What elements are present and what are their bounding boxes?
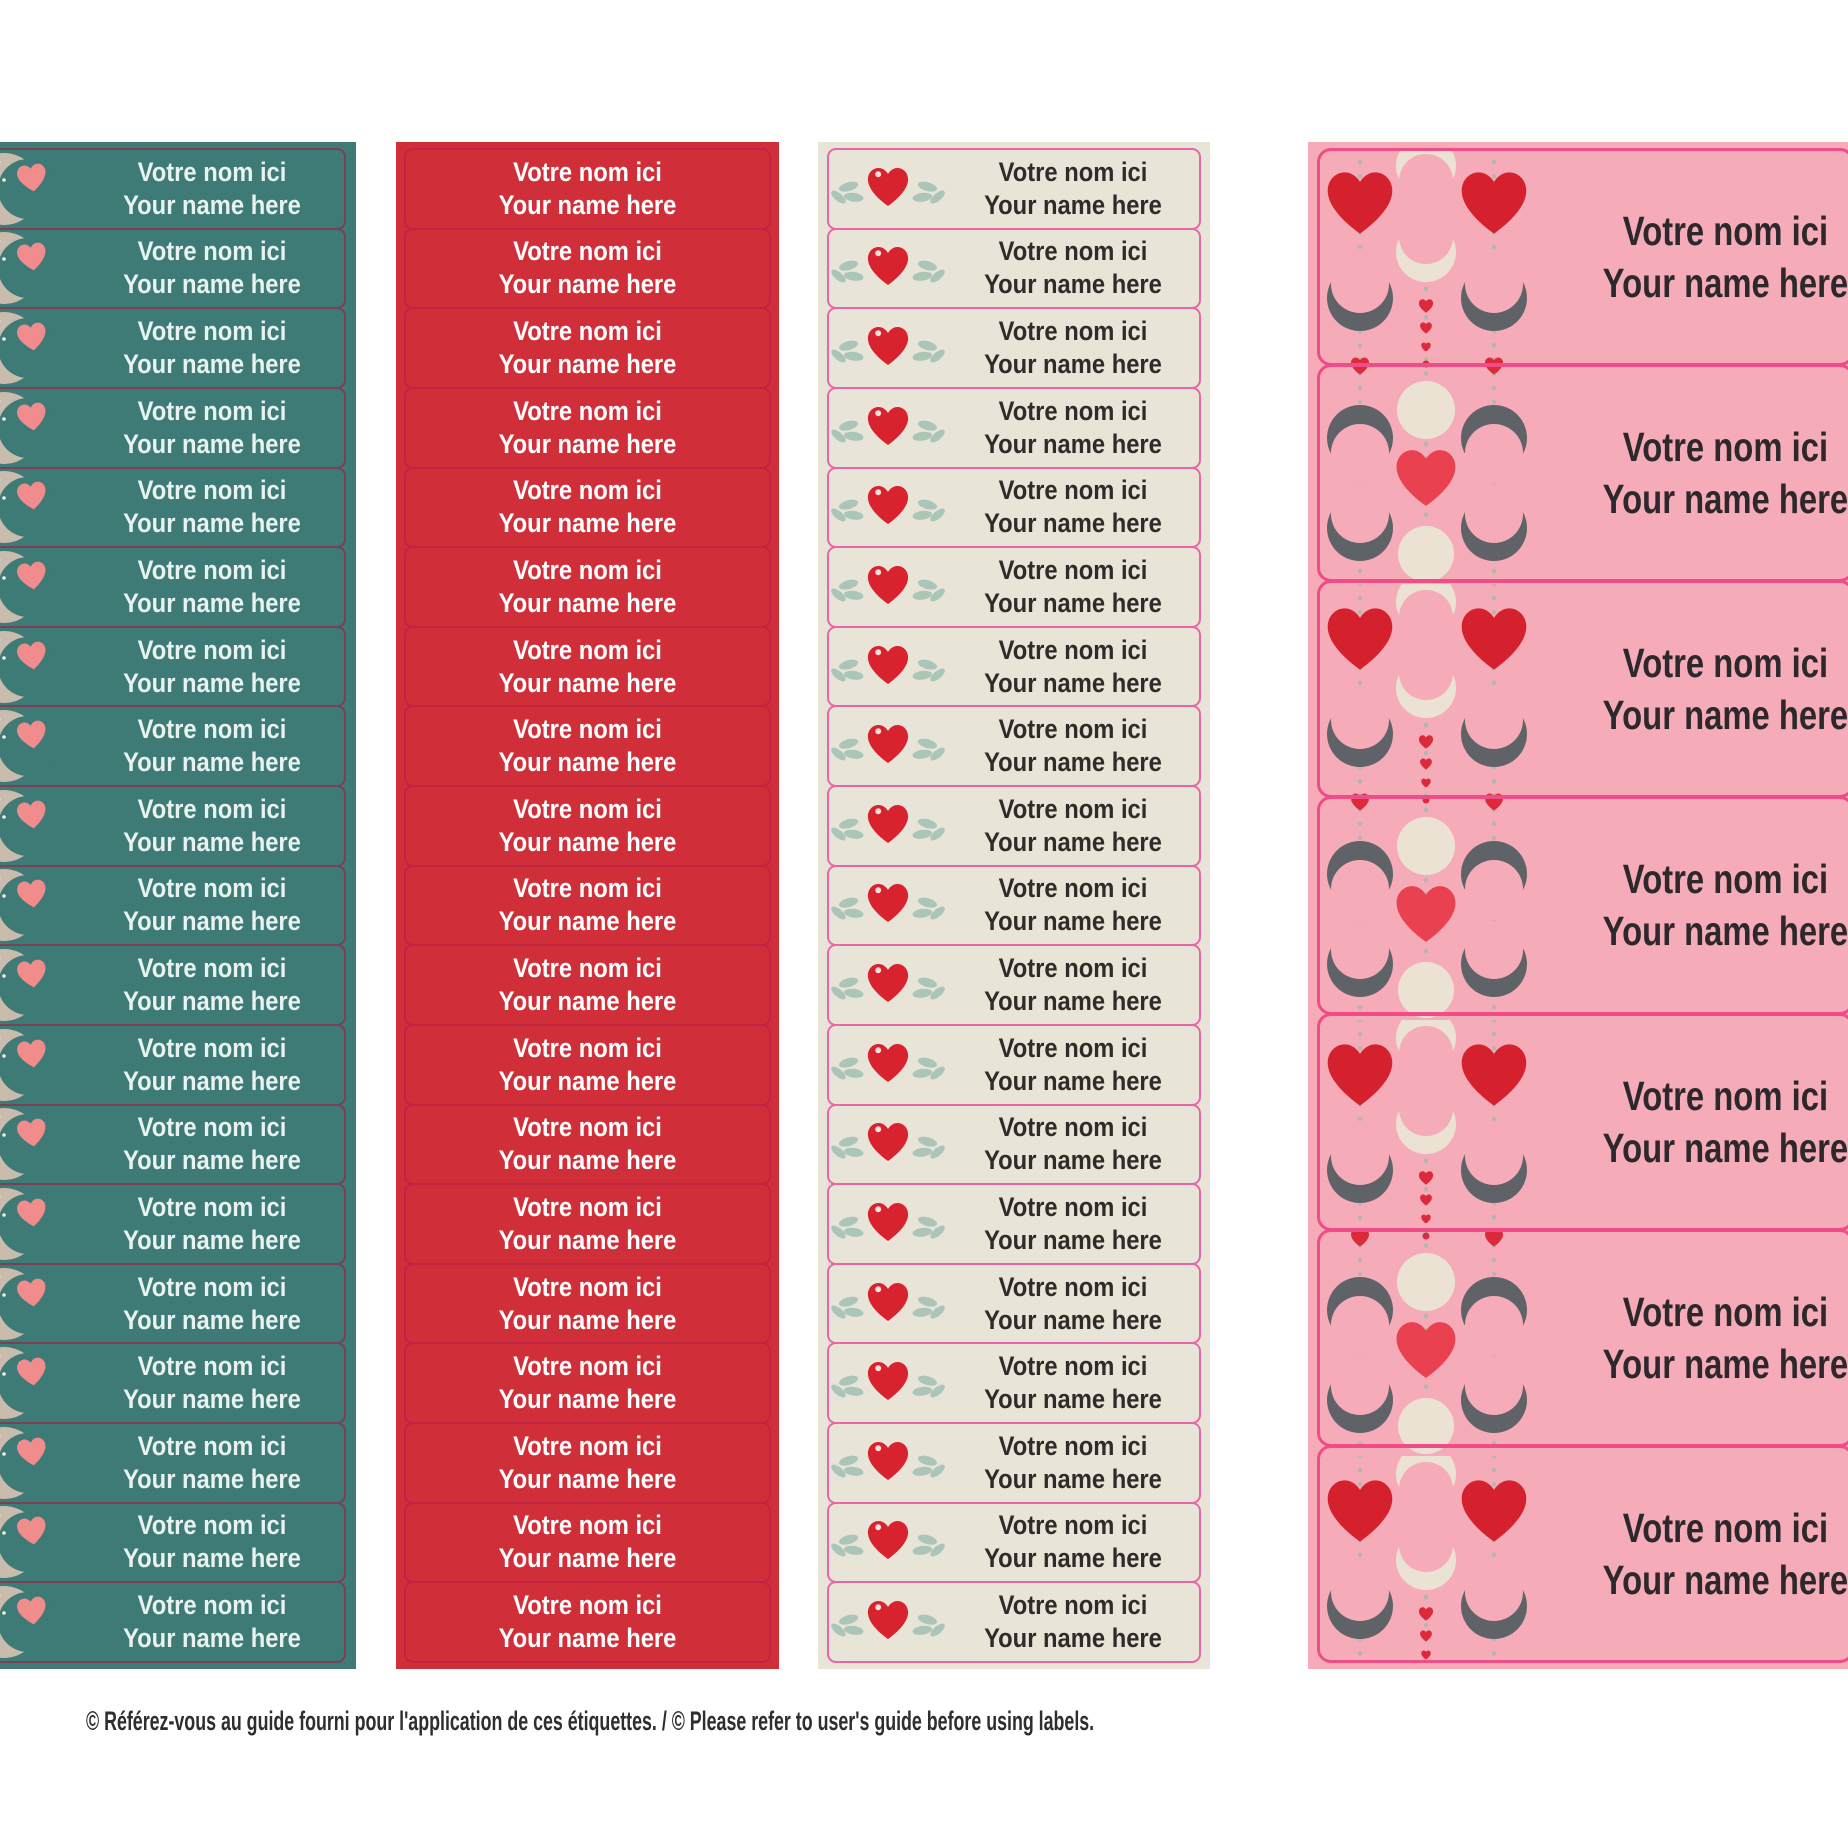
label-text: Votre nom ici Your name here bbox=[123, 634, 301, 698]
name-label bbox=[0, 705, 346, 787]
label-text: Votre nom ici Your name here bbox=[984, 1271, 1162, 1335]
label-text: Votre nom ici Your name here bbox=[498, 395, 677, 459]
label-text: Votre nom ici Your name here bbox=[123, 1351, 301, 1415]
name-label bbox=[827, 705, 1201, 787]
moon-with-heart-icon bbox=[0, 150, 80, 228]
label-text: Votre nom ici Your name here bbox=[984, 1590, 1162, 1654]
heart-with-leaves-icon bbox=[829, 711, 947, 781]
heart-with-leaves-icon bbox=[829, 313, 947, 383]
heart-with-leaves-icon bbox=[829, 393, 947, 463]
name-label bbox=[404, 626, 771, 708]
name-label bbox=[827, 1342, 1201, 1424]
name-label bbox=[0, 1104, 346, 1186]
name-label bbox=[827, 1104, 1201, 1186]
heart-with-leaves-icon bbox=[829, 1428, 947, 1498]
label-text: Votre nom ici Your name here bbox=[1602, 424, 1848, 523]
moon-with-heart-icon bbox=[0, 1424, 80, 1502]
label-text: Votre nom ici Your name here bbox=[498, 1510, 677, 1574]
label-text: Votre nom ici Your name here bbox=[984, 236, 1162, 300]
moon-with-heart-icon bbox=[0, 867, 80, 945]
name-label bbox=[827, 865, 1201, 947]
label-text: Votre nom ici Your name here bbox=[498, 1271, 677, 1335]
label-text: Votre nom ici Your name here bbox=[498, 714, 677, 778]
label-text: Votre nom ici Your name here bbox=[498, 1590, 677, 1654]
label-text: Votre nom ici Your name here bbox=[123, 236, 301, 300]
heart-with-leaves-icon bbox=[829, 1189, 947, 1259]
name-label bbox=[0, 1263, 346, 1345]
footer-note: © Référez-vous au guide fourni pour l'application de ces étiquettes. / © Please refer to user's guide before using labels. bbox=[86, 1706, 1095, 1736]
name-label bbox=[827, 1581, 1201, 1663]
name-label bbox=[1317, 364, 1848, 582]
name-label bbox=[0, 228, 346, 310]
heart-with-leaves-icon bbox=[829, 1109, 947, 1179]
label-text: Votre nom ici Your name here bbox=[123, 316, 301, 380]
moon-with-heart-icon bbox=[0, 389, 80, 467]
label-text: Votre nom ici Your name here bbox=[498, 953, 677, 1017]
name-label bbox=[827, 307, 1201, 389]
heart-with-leaves-icon bbox=[829, 233, 947, 303]
label-text: Votre nom ici Your name here bbox=[984, 554, 1162, 618]
heart-with-leaves-icon bbox=[829, 1587, 947, 1657]
label-column-pink bbox=[1308, 142, 1848, 1669]
label-column-teal bbox=[0, 142, 356, 1669]
name-label bbox=[827, 1183, 1201, 1265]
label-text: Votre nom ici Your name here bbox=[984, 475, 1162, 539]
label-text: Votre nom ici Your name here bbox=[123, 475, 301, 539]
label-column-cream bbox=[818, 142, 1210, 1669]
name-label bbox=[0, 387, 346, 469]
name-label bbox=[1317, 1445, 1848, 1663]
name-label bbox=[0, 626, 346, 708]
label-text: Votre nom ici Your name here bbox=[123, 1032, 301, 1096]
moon-with-heart-icon bbox=[0, 946, 80, 1024]
name-label bbox=[404, 1502, 771, 1584]
name-label bbox=[0, 307, 346, 389]
label-text: Votre nom ici Your name here bbox=[498, 1112, 677, 1176]
label-text: Votre nom ici Your name here bbox=[123, 554, 301, 618]
label-text: Votre nom ici Your name here bbox=[984, 1032, 1162, 1096]
name-label bbox=[404, 1581, 771, 1663]
name-label bbox=[404, 944, 771, 1026]
name-label bbox=[1317, 796, 1848, 1014]
name-label bbox=[1317, 148, 1848, 366]
label-text: Votre nom ici Your name here bbox=[498, 156, 677, 220]
moon-with-heart-icon bbox=[0, 1106, 80, 1184]
heart-with-leaves-icon bbox=[829, 1348, 947, 1418]
heart-with-leaves-icon bbox=[829, 1269, 947, 1339]
moon-with-heart-icon bbox=[0, 1504, 80, 1582]
label-text: Votre nom ici Your name here bbox=[984, 1510, 1162, 1574]
name-label bbox=[404, 865, 771, 947]
moon-with-heart-icon bbox=[0, 1265, 80, 1343]
label-text: Votre nom ici Your name here bbox=[498, 873, 677, 937]
heart-with-leaves-icon bbox=[829, 1507, 947, 1577]
name-label bbox=[827, 944, 1201, 1026]
label-text: Votre nom ici Your name here bbox=[123, 873, 301, 937]
moon-with-heart-icon bbox=[0, 1583, 80, 1661]
label-text: Votre nom ici Your name here bbox=[498, 316, 677, 380]
name-label bbox=[0, 1502, 346, 1584]
moon-with-heart-icon bbox=[0, 230, 80, 308]
name-label bbox=[0, 1342, 346, 1424]
heart-with-leaves-icon bbox=[829, 552, 947, 622]
name-label bbox=[827, 387, 1201, 469]
label-text: Votre nom ici Your name here bbox=[123, 793, 301, 857]
label-text: Votre nom ici Your name here bbox=[123, 156, 301, 220]
label-text: Votre nom ici Your name here bbox=[984, 395, 1162, 459]
heart-with-leaves-icon bbox=[829, 1030, 947, 1100]
moon-with-heart-icon bbox=[0, 628, 80, 706]
name-label bbox=[404, 467, 771, 549]
name-label bbox=[1317, 580, 1848, 798]
name-label bbox=[404, 785, 771, 867]
label-text: Votre nom ici Your name here bbox=[123, 1430, 301, 1494]
heart-with-leaves-icon bbox=[829, 950, 947, 1020]
moon-with-heart-icon bbox=[0, 1344, 80, 1422]
label-text: Votre nom ici Your name here bbox=[984, 1112, 1162, 1176]
label-text: Votre nom ici Your name here bbox=[984, 873, 1162, 937]
label-text: Votre nom ici Your name here bbox=[1602, 1288, 1848, 1387]
name-label bbox=[404, 705, 771, 787]
label-text: Votre nom ici Your name here bbox=[984, 793, 1162, 857]
name-label bbox=[404, 1104, 771, 1186]
label-text: Votre nom ici Your name here bbox=[984, 1351, 1162, 1415]
label-text: Votre nom ici Your name here bbox=[498, 1351, 677, 1415]
name-label bbox=[827, 148, 1201, 230]
name-label bbox=[827, 467, 1201, 549]
name-label bbox=[827, 1502, 1201, 1584]
name-label bbox=[404, 148, 771, 230]
name-label bbox=[404, 546, 771, 628]
moon-with-heart-icon bbox=[0, 548, 80, 626]
name-label bbox=[404, 1183, 771, 1265]
name-label bbox=[827, 1024, 1201, 1106]
label-text: Votre nom ici Your name here bbox=[123, 714, 301, 778]
name-label bbox=[827, 626, 1201, 708]
label-text: Votre nom ici Your name here bbox=[123, 1271, 301, 1335]
heart-with-leaves-icon bbox=[829, 472, 947, 542]
label-text: Votre nom ici Your name here bbox=[498, 793, 677, 857]
name-label bbox=[0, 1183, 346, 1265]
name-label bbox=[827, 546, 1201, 628]
name-label bbox=[0, 865, 346, 947]
label-text: Votre nom ici Your name here bbox=[1602, 1504, 1848, 1603]
label-text: Votre nom ici Your name here bbox=[123, 1112, 301, 1176]
label-text: Votre nom ici Your name here bbox=[498, 1430, 677, 1494]
heart-with-leaves-icon bbox=[829, 791, 947, 861]
name-label bbox=[0, 546, 346, 628]
name-label bbox=[827, 785, 1201, 867]
moon-with-heart-icon bbox=[0, 469, 80, 547]
label-text: Votre nom ici Your name here bbox=[123, 953, 301, 1017]
name-label bbox=[0, 1422, 346, 1504]
label-text: Votre nom ici Your name here bbox=[984, 953, 1162, 1017]
name-label bbox=[0, 467, 346, 549]
name-label bbox=[404, 228, 771, 310]
heart-with-leaves-icon bbox=[829, 870, 947, 940]
name-label bbox=[0, 148, 346, 230]
label-text: Votre nom ici Your name here bbox=[984, 1191, 1162, 1255]
name-label bbox=[404, 387, 771, 469]
label-text: Votre nom ici Your name here bbox=[1602, 856, 1848, 955]
label-text: Votre nom ici Your name here bbox=[984, 634, 1162, 698]
label-text: Votre nom ici Your name here bbox=[984, 156, 1162, 220]
label-column-red bbox=[396, 142, 779, 1669]
label-text: Votre nom ici Your name here bbox=[498, 634, 677, 698]
label-text: Votre nom ici Your name here bbox=[984, 714, 1162, 778]
name-label bbox=[0, 785, 346, 867]
moon-with-heart-icon bbox=[0, 1026, 80, 1104]
label-text: Votre nom ici Your name here bbox=[498, 236, 677, 300]
name-label bbox=[1317, 1013, 1848, 1231]
moon-with-heart-icon bbox=[0, 309, 80, 387]
label-text: Votre nom ici Your name here bbox=[498, 554, 677, 618]
label-text: Votre nom ici Your name here bbox=[498, 475, 677, 539]
moon-with-heart-icon bbox=[0, 787, 80, 865]
name-label bbox=[827, 228, 1201, 310]
label-text: Votre nom ici Your name here bbox=[1602, 208, 1848, 307]
name-label bbox=[404, 1422, 771, 1504]
name-label bbox=[0, 944, 346, 1026]
label-text: Votre nom ici Your name here bbox=[123, 1191, 301, 1255]
moon-with-heart-icon bbox=[0, 1185, 80, 1263]
label-text: Votre nom ici Your name here bbox=[984, 1430, 1162, 1494]
name-label bbox=[1317, 1229, 1848, 1447]
label-text: Votre nom ici Your name here bbox=[1602, 1072, 1848, 1171]
label-text: Votre nom ici Your name here bbox=[498, 1191, 677, 1255]
label-text: Votre nom ici Your name here bbox=[498, 1032, 677, 1096]
name-label bbox=[827, 1422, 1201, 1504]
label-text: Votre nom ici Your name here bbox=[1602, 640, 1848, 739]
name-label bbox=[404, 307, 771, 389]
label-text: Votre nom ici Your name here bbox=[984, 316, 1162, 380]
heart-with-leaves-icon bbox=[829, 154, 947, 224]
name-label bbox=[0, 1024, 346, 1106]
label-text: Votre nom ici Your name here bbox=[123, 395, 301, 459]
name-label bbox=[404, 1342, 771, 1424]
name-label bbox=[827, 1263, 1201, 1345]
heart-with-leaves-icon bbox=[829, 632, 947, 702]
name-label bbox=[0, 1581, 346, 1663]
name-label bbox=[404, 1024, 771, 1106]
moon-with-heart-icon bbox=[0, 707, 80, 785]
label-text: Votre nom ici Your name here bbox=[123, 1590, 301, 1654]
name-label bbox=[404, 1263, 771, 1345]
label-text: Votre nom ici Your name here bbox=[123, 1510, 301, 1574]
